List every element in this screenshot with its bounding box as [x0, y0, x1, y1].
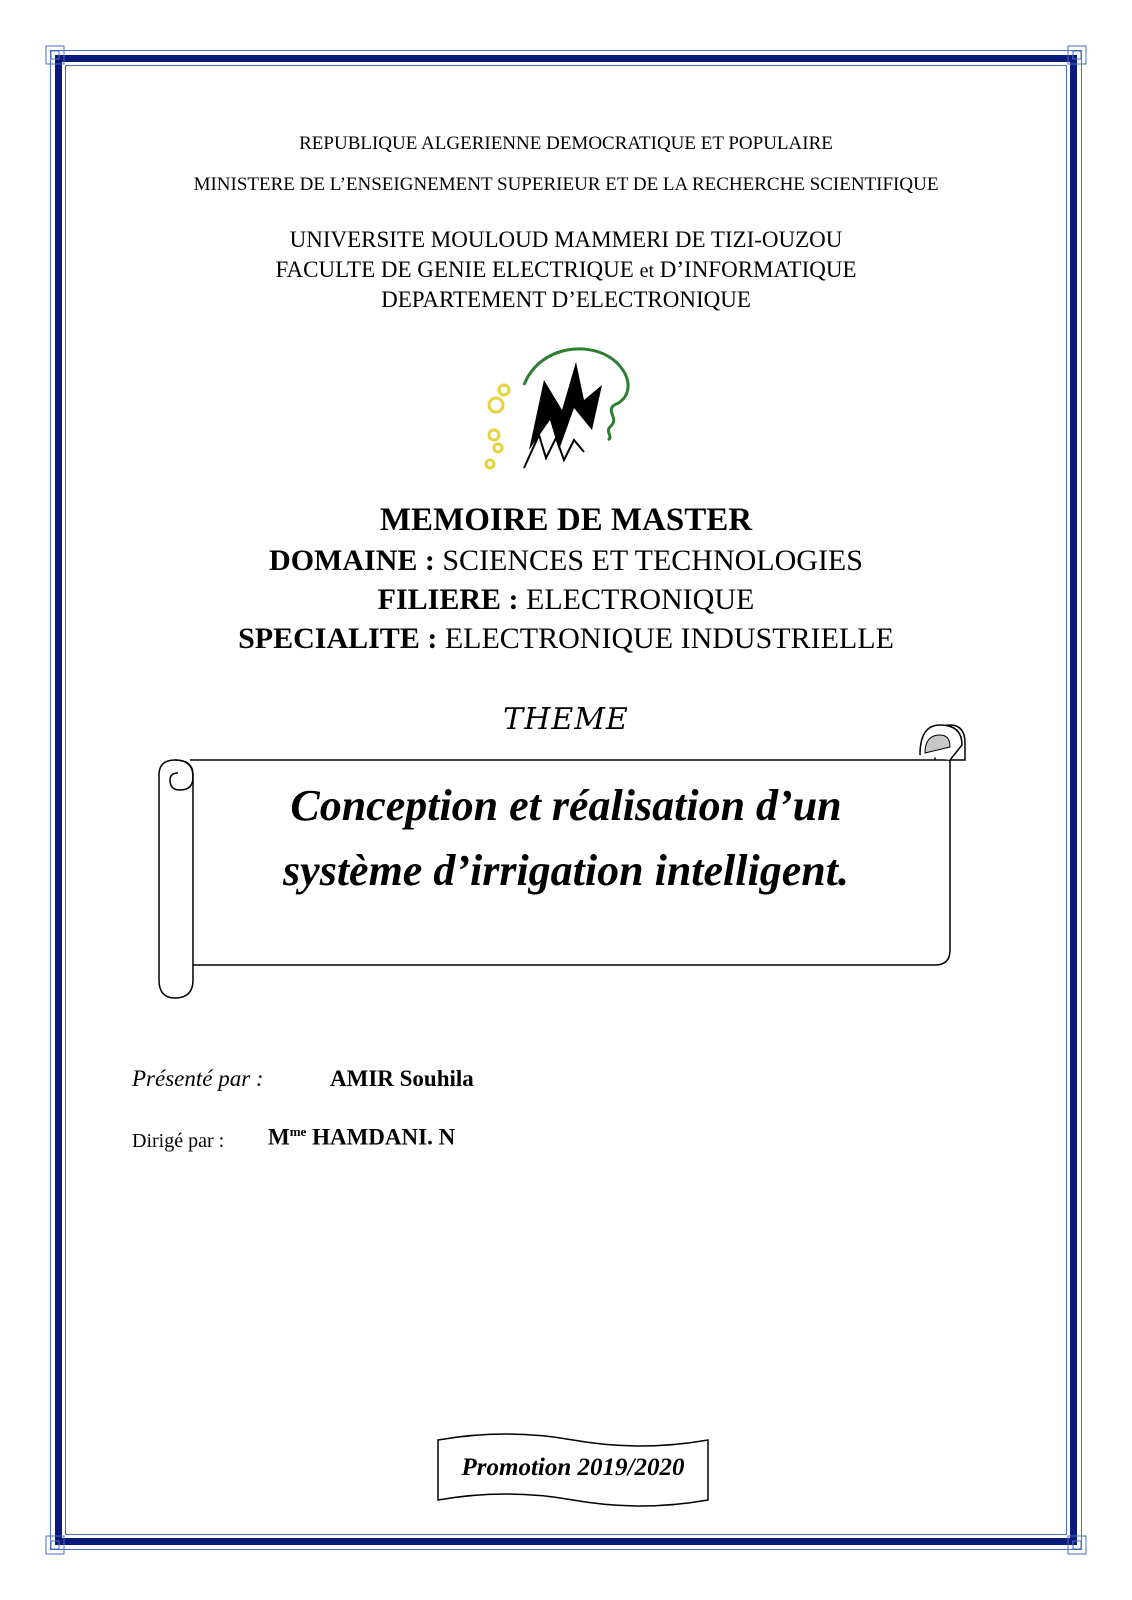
department-name: DEPARTEMENT D’ELECTRONIQUE [381, 287, 751, 312]
supervisor-title-sup: me [289, 1124, 307, 1139]
supervisor-name [268, 1124, 455, 1151]
filiere-value: ELECTRONIQUE [518, 583, 755, 616]
faculty-name-et: et [639, 260, 655, 282]
filiere-line [0, 583, 1132, 617]
student-name: AMIR Souhila [330, 1066, 474, 1091]
specialite-line [0, 622, 1132, 656]
thesis-title-line-1: Conception et réalisation d’un [290, 781, 842, 830]
corner-ornament-top-left [44, 44, 66, 66]
ministry-heading: MINISTERE DE L’ENSEIGNEMENT SUPERIEUR ET DE LA RECHERCHE SCIENTIFIQUE [193, 174, 939, 195]
thesis-title-line-2: système d’irrigation intelligent. [283, 846, 849, 895]
promotion-year: Promotion 2019/2020 [461, 1454, 685, 1481]
presented-by-label: Présenté par : [132, 1066, 264, 1091]
specialite-value: ELECTRONIQUE INDUSTRIELLE [437, 622, 894, 655]
specialite-label: SPECIALITE : [238, 622, 438, 655]
domain-line [0, 544, 1132, 578]
domain-value: SCIENCES ET TECHNOLOGIES [434, 544, 863, 577]
university-logo [484, 340, 644, 480]
republic-heading: REPUBLIQUE ALGERIENNE DEMOCRATIQUE ET POPULAIRE [299, 133, 833, 154]
filiere-label: FILIERE : [377, 583, 519, 616]
corner-ornament-top-right [1066, 44, 1088, 66]
faculty-name [0, 255, 1132, 286]
thesis-type: MEMOIRE DE MASTER [379, 502, 753, 538]
corner-ornament-bottom-right [1066, 1534, 1088, 1556]
theme-heading: THEME [503, 702, 629, 737]
faculty-name-end: D’INFORMATIQUE [654, 257, 857, 282]
university-name: UNIVERSITE MOULOUD MAMMERI DE TIZI-OUZOU [289, 227, 843, 252]
directed-by-label: Dirigé par : [132, 1130, 225, 1152]
supervisor-surname: HAMDANI. N [306, 1124, 456, 1150]
corner-ornament-bottom-left [44, 1534, 66, 1556]
domain-label: DOMAINE : [269, 544, 435, 577]
faculty-name-main: FACULTE DE GENIE ELECTRIQUE [275, 257, 640, 282]
supervisor-prefix: M [268, 1124, 290, 1150]
